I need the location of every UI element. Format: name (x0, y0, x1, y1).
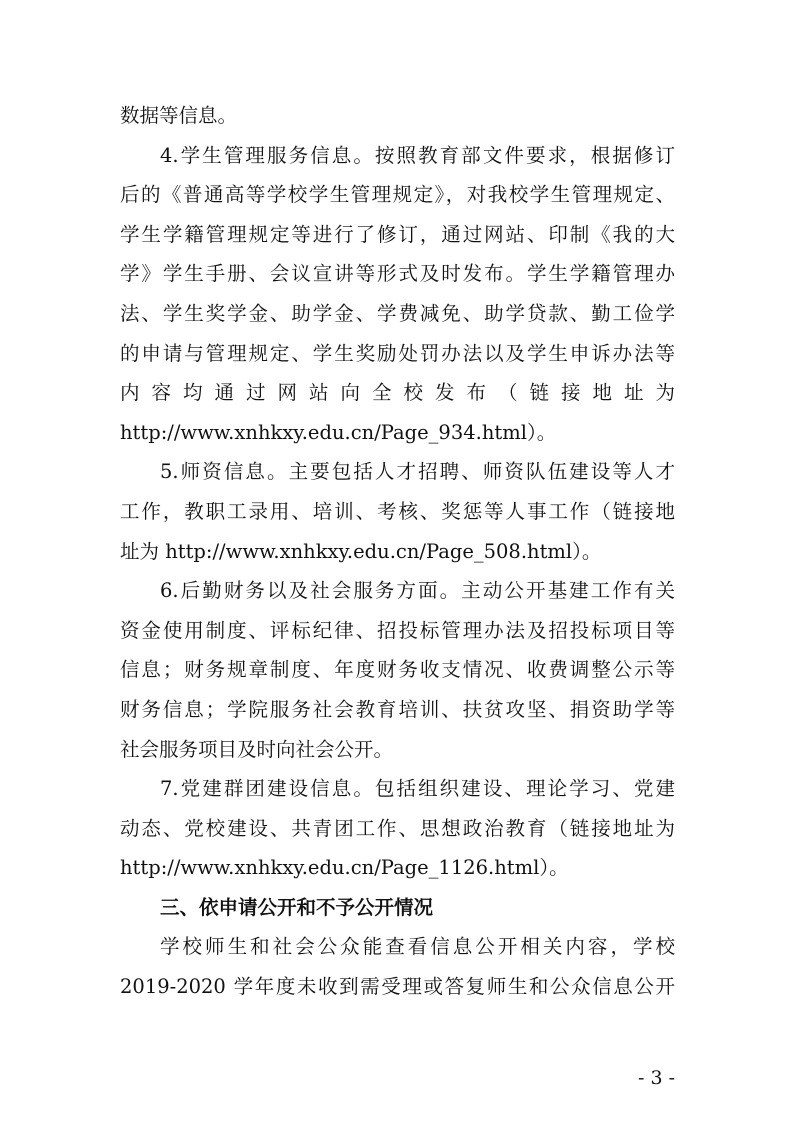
text-line-20: http://www.xnhkxy.edu.cn/Page_1126.html）。 (120, 856, 569, 880)
text-line-7: 的申请与管理规定、学生奖励处罚办法以及学生申诉办法等 (120, 341, 675, 365)
text-line-1: 数据等信息。 (120, 104, 238, 127)
text-line-13: 6.后勤财务以及社会服务方面。主动公开基建工作有关 (160, 579, 675, 603)
body-text (120, 96, 675, 1007)
page-number: - 3 - (637, 1067, 675, 1089)
text-line-6: 法、学生奖学金、助学金、学费减免、助学贷款、勤工俭学 (120, 301, 675, 325)
text-line-14: 资金使用制度、评标纪律、招投标管理办法及招投标项目等 (120, 618, 675, 642)
text-line-17: 社会服务项目及时向社会公开。 (120, 737, 394, 761)
text-line-19: 动态、党校建设、共青团工作、思想政治教育（链接地址为 (120, 816, 675, 840)
section-heading: 三、依申请公开和不予公开情况 (160, 895, 434, 919)
text-line-16: 财务信息；学院服务社会教育培训、扶贫攻坚、捐资助学等 (120, 697, 675, 721)
text-line-9: http://www.xnhkxy.edu.cn/Page_934.html）。 (120, 420, 557, 444)
text-line-15: 信息；财务规章制度、年度财务收支情况、收费调整公示等 (120, 658, 675, 682)
text-line-11: 工作，教职工录用、培训、考核、奖惩等人事工作（链接地 (120, 499, 675, 523)
text-line-18: 7.党建群团建设信息。包括组织建设、理论学习、党建 (160, 777, 675, 801)
text-line-23: 2019-2020 学年度未收到需受理或答复师生和公众信息公开 (120, 975, 675, 999)
text-line-5: 学》学生手册、会议宣讲等形式及时发布。学生学籍管理办 (120, 262, 675, 286)
text-line-2: 4.学生管理服务信息。按照教育部文件要求，根据修订 (160, 143, 675, 167)
text-line-22: 学校师生和社会公众能查看信息公开相关内容，学校 (160, 935, 675, 959)
text-line-10: 5.师资信息。主要包括人才招聘、师资队伍建设等人才 (160, 460, 675, 484)
text-line-4: 学生学籍管理规定等进行了修订，通过网站、印制《我的大 (120, 222, 675, 246)
text-line-8: 内容均通过网站向全校发布（链接地址为 (120, 381, 675, 405)
text-line-3: 后的《普通高等学校学生管理规定》，对我校学生管理规定、 (120, 183, 675, 207)
text-line-12: 址为 http://www.xnhkxy.edu.cn/Page_508.html）。 (120, 539, 602, 563)
